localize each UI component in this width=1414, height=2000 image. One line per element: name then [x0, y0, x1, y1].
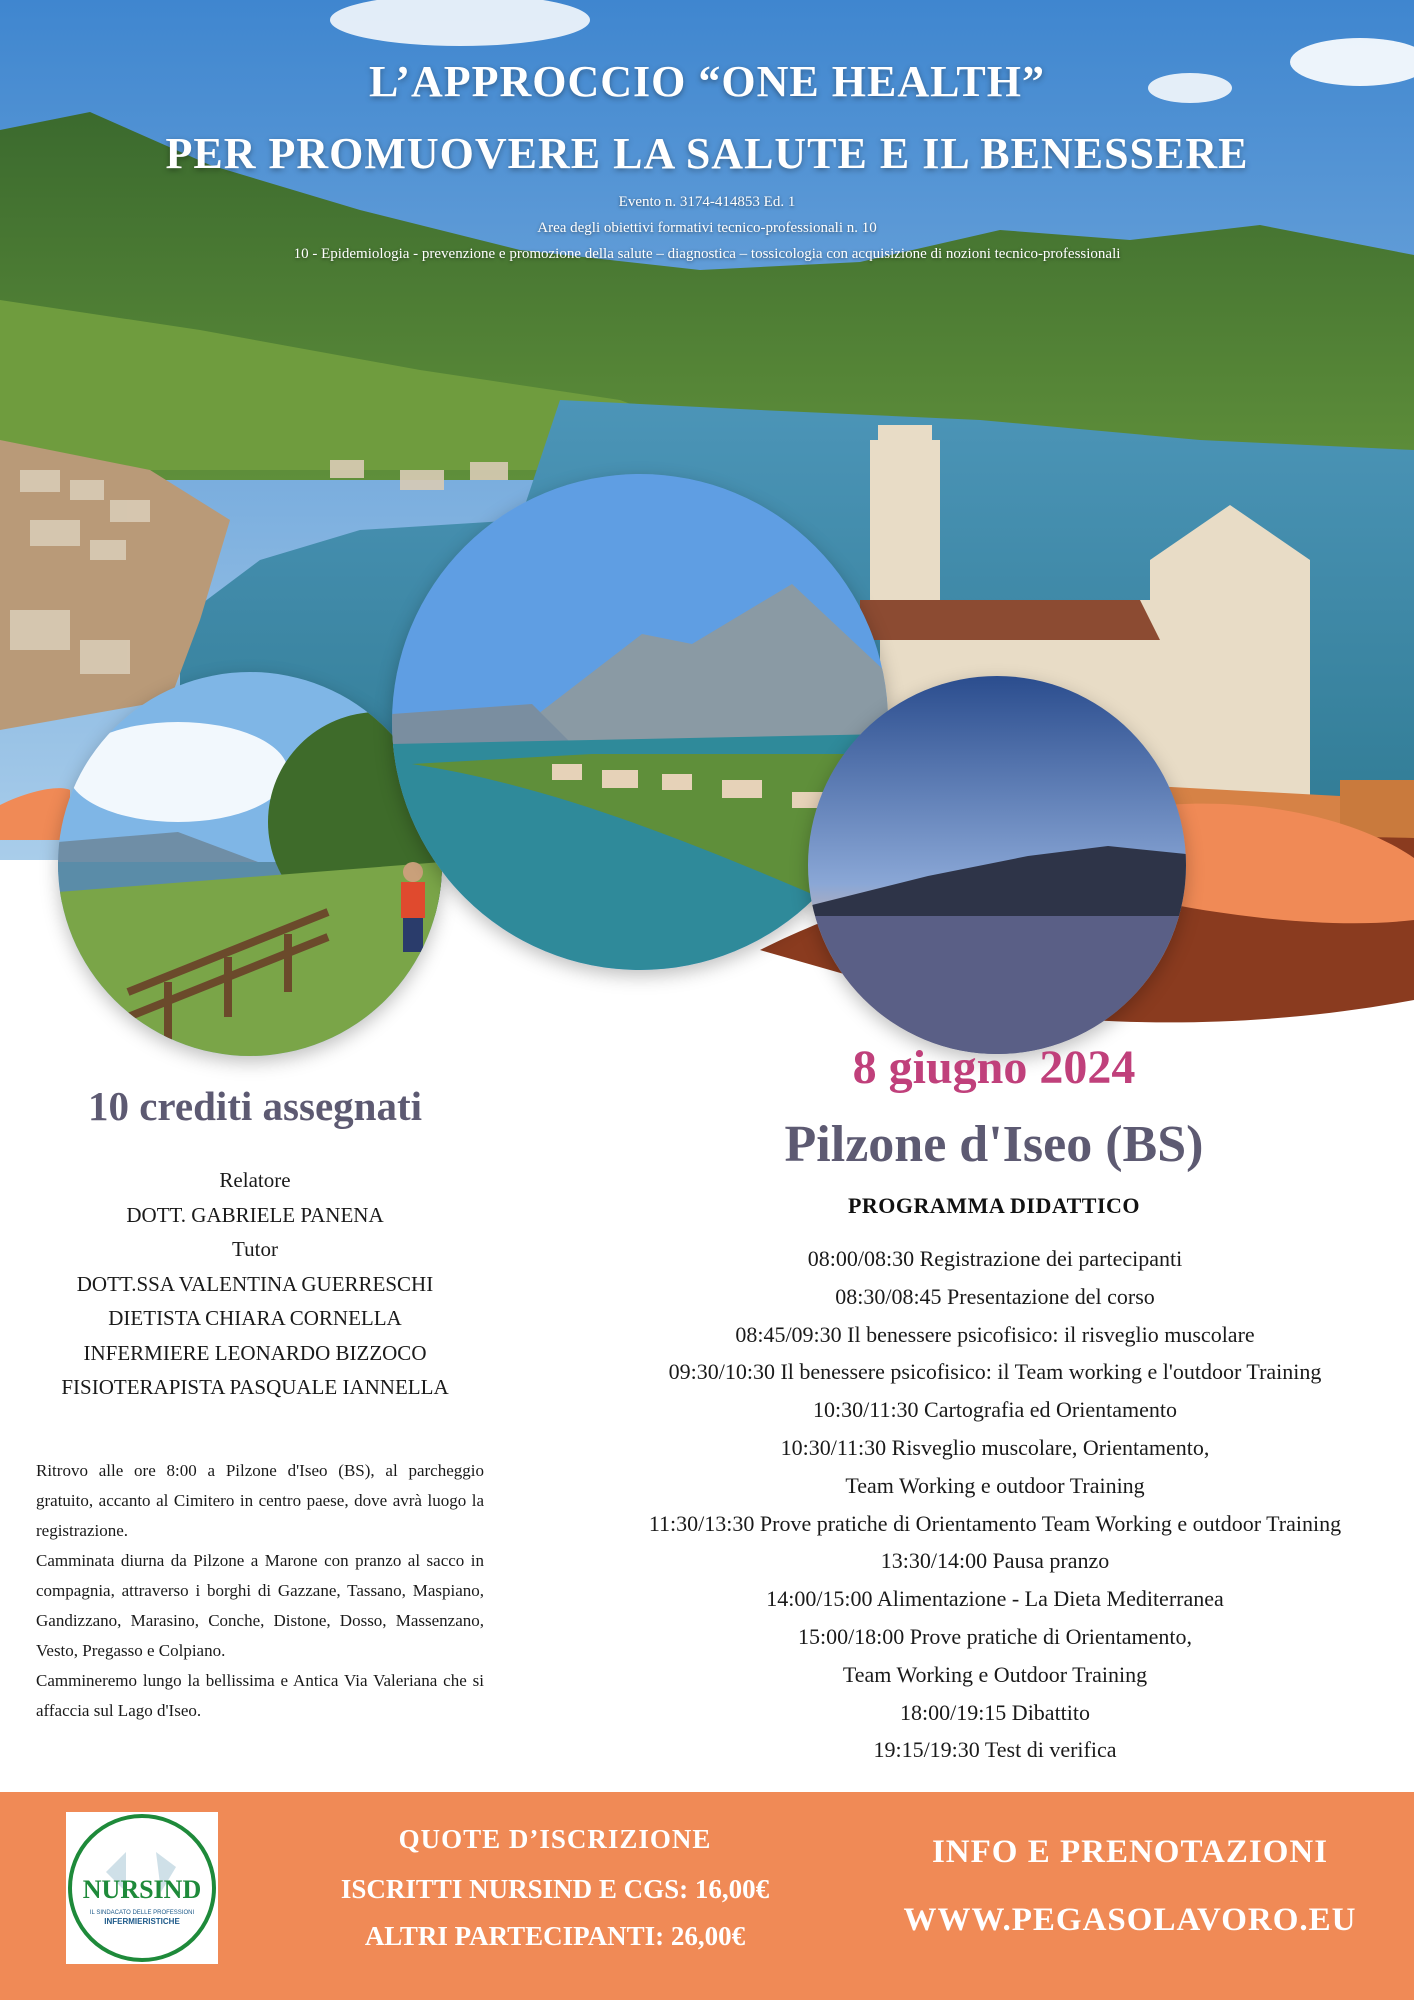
staff-role-tutor: Tutor [232, 1237, 278, 1261]
program-item: Team Working e outdoor Training [845, 1472, 1145, 1498]
logo-tagline-1: IL SINDACATO DELLE PROFESSIONI [89, 1910, 195, 1916]
program-item: 08:00/08:30 Registrazione dei partecipanti [807, 1246, 1183, 1271]
program-item: 18:00/19:15 Dibattito [899, 1699, 1091, 1725]
program-item: 10:30/11:30 Risveglio muscolare, Orientamento, [780, 1434, 1210, 1460]
program-heading: PROGRAMMA DIDATTICO [847, 1193, 1141, 1218]
booking-website-link[interactable]: WWW.PEGASOLAVORO.EU [903, 1902, 1357, 1938]
program-item: 19:15/19:30 Test di verifica [873, 1737, 1117, 1763]
program-item: 08:45/09:30 Il benessere psicofisico: il risveglio muscolare [735, 1321, 1255, 1347]
program-item: 10:30/11:30 Cartografia ed Orientamento [813, 1397, 1177, 1423]
program-item: Team Working e Outdoor Training [842, 1661, 1148, 1687]
description-walk-route: Camminata diurna da Pilzone a Marone con pranzo al sacco in compagnia, attraverso i borghi di Gazzane, Tassano, Maspiano, Gandizzano, Marasino, Conche, Distone, Dosso, Massenzano, Vesto, Pregasso e Colpiano. [36, 1551, 484, 1660]
photo-hiker-trail [58, 672, 442, 1056]
photo-lake-sunset [808, 676, 1186, 1054]
fees-heading: QUOTE D’ISCRIZIONE [398, 1824, 712, 1854]
title-line-2: PER PROMUOVERE LA SALUTE E IL BENESSERE [165, 129, 1249, 178]
training-objective: 10 - Epidemiologia - prevenzione e promozione della salute – diagnostica – tossicologia con acquisizione di nozioni tecnico-professionali [293, 246, 1121, 262]
program-item: 14:00/15:00 Alimentazione - La Dieta Mediterranea [766, 1586, 1224, 1612]
staff-dietitian: DIETISTA CHIARA CORNELLA [108, 1306, 402, 1330]
event-location: Pilzone d'Iseo (BS) [784, 1116, 1204, 1173]
credits-heading: 10 crediti assegnati [87, 1083, 423, 1129]
staff-physiotherapist: FISIOTERAPISTA PASQUALE IANNELLA [61, 1375, 449, 1399]
logo-tagline-2: INFERMIERISTICHE [104, 1917, 180, 1926]
staff-name-speaker: DOTT. GABRIELE PANENA [126, 1202, 384, 1227]
info-heading: INFO E PRENOTAZIONI [931, 1834, 1329, 1870]
logo-wordmark: NURSIND [82, 1875, 202, 1904]
staff-nurse: INFERMIERE LEONARDO BIZZOCO [83, 1340, 427, 1365]
nursind-logo [66, 1812, 218, 1964]
description-meeting-point: Ritrovo alle ore 8:00 a Pilzone d'Iseo (BS), al parcheggio gratuito, accanto al Cimitero in centro paese, dove avrà luogo la registrazione. [36, 1461, 484, 1540]
program-item: 15:00/18:00 Prove pratiche di Orientamento, [797, 1623, 1193, 1649]
program-item: 13:30/14:00 Pausa pranzo [880, 1548, 1110, 1574]
program-item: 11:30/13:30 Prove pratiche di Orientamento Team Working e outdoor Training [648, 1510, 1342, 1536]
faculty-list [0, 1163, 510, 1405]
staff-role-speaker: Relatore [219, 1168, 291, 1192]
event-date: 8 giugno 2024 [852, 1041, 1136, 1094]
training-area: Area degli obiettivi formativi tecnico-professionali n. 10 [537, 220, 877, 236]
program-item: 09:30/10:30 Il benessere psicofisico: il Team working e l'outdoor Training [668, 1359, 1322, 1385]
fee-others: ALTRI PARTECIPANTI: 26,00€ [364, 1921, 746, 1951]
event-code: Evento n. 3174-414853 Ed. 1 [618, 194, 796, 210]
title-line-1: L’APPROCCIO “ONE HEALTH” [369, 57, 1045, 106]
program-schedule [585, 1240, 1405, 1769]
event-description [36, 1456, 484, 1726]
fee-members: ISCRITTI NURSIND E CGS: 16,00€ [340, 1874, 770, 1904]
description-via-valeriana: Cammineremo lungo la bellissima e Antica Via Valeriana che si affaccia sul Lago d'Iseo. [36, 1671, 484, 1720]
staff-name-tutor: DOTT.SSA VALENTINA GUERRESCHI [76, 1271, 434, 1296]
program-item: 08:30/08:45 Presentazione del corso [835, 1283, 1155, 1309]
